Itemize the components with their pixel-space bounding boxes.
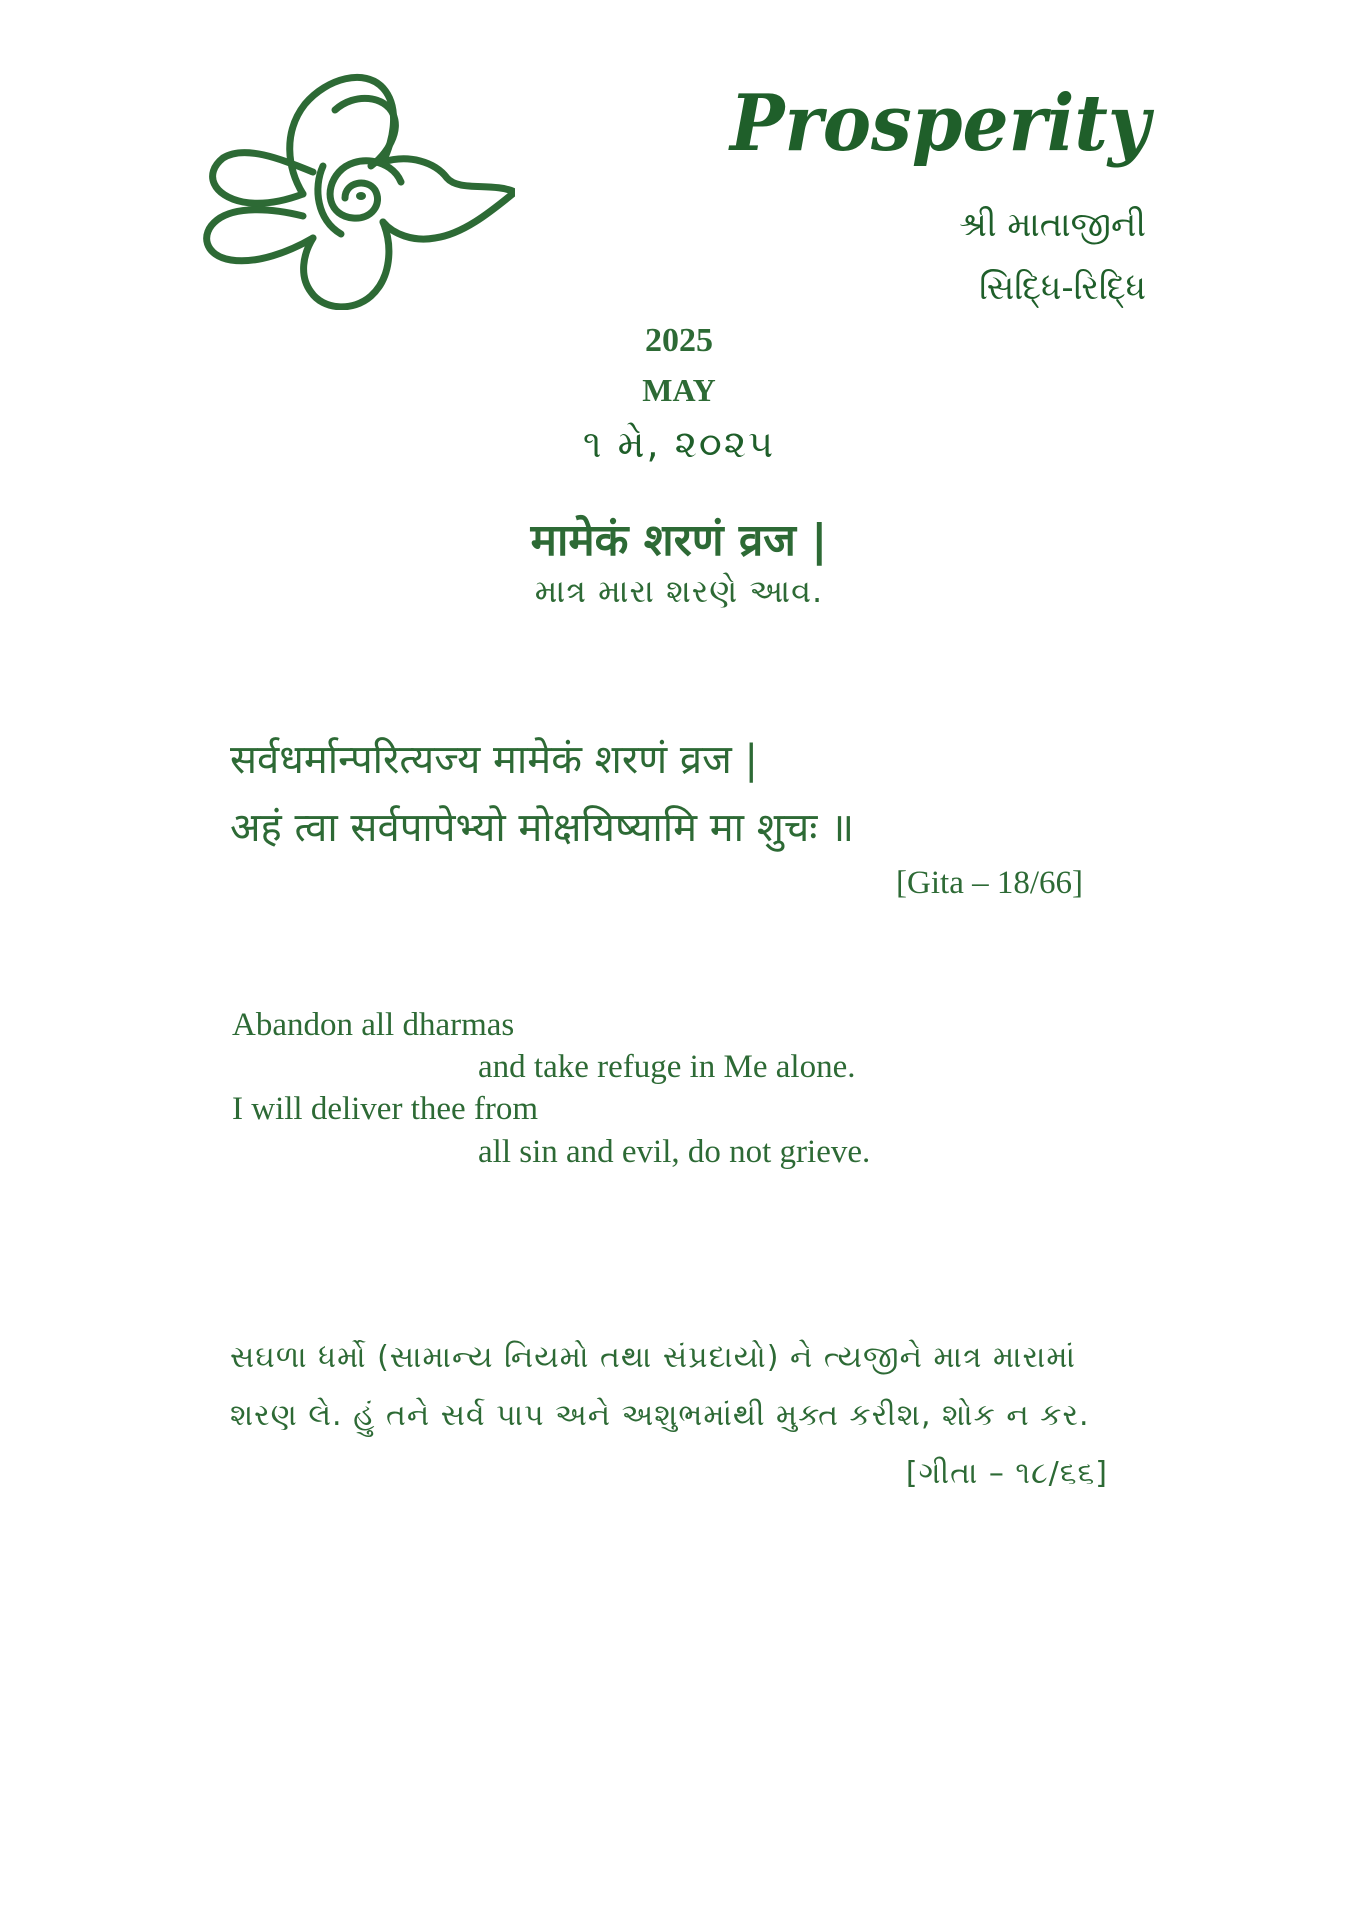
- gujarati-date: ૧ મે, ૨૦૨૫: [582, 422, 776, 466]
- english-line-3: I will deliver thee from: [232, 1091, 539, 1127]
- brand-subtitle-line2: સિદ્ધિ-રિદ્ધિ: [979, 268, 1146, 308]
- verse-line-2: अहं त्वा सर्वपापेभ्यो मोक्षयिष्यामि मा शुचः ॥: [230, 805, 855, 851]
- english-line-1: Abandon all dharmas: [232, 1007, 515, 1043]
- english-line-4: all sin and evil, do not grieve.: [478, 1134, 871, 1170]
- gujarati-heading: માત્ર મારા શરણે આવ.: [534, 572, 824, 610]
- svg-text:Prosperity: Prosperity: [728, 78, 1155, 169]
- sanskrit-heading: मामेकं शरणं व्रज |: [530, 515, 828, 566]
- verse-citation: [Gita – 18/66]: [896, 865, 1083, 901]
- gujarati-line-2: શરણ લે. હું તને સર્વ પાપ અને અશુભમાંથી મુક્ત કરીશ, શોક ન કર.: [230, 1398, 1090, 1433]
- flower-logo-icon: [195, 70, 515, 310]
- brand-title: [725, 62, 1155, 192]
- year-label: 2025: [645, 322, 713, 359]
- verse-line-1: सर्वधर्मान्परित्यज्य मामेकं शरणं व्रज |: [230, 737, 758, 783]
- gujarati-citation: [ગીતા – ૧૮/૬૬]: [905, 1456, 1108, 1491]
- english-line-2: and take refuge in Me alone.: [478, 1049, 856, 1085]
- month-label: MAY: [642, 372, 716, 408]
- gujarati-line-1: સઘળા ધર્મો (સામાન્ય નિયમો તથા સંપ્રદાયો) ને ત્યજીને માત્ર મારામાં: [230, 1340, 1076, 1375]
- brand-subtitle-line1: શ્રી માતાજીની: [959, 205, 1146, 245]
